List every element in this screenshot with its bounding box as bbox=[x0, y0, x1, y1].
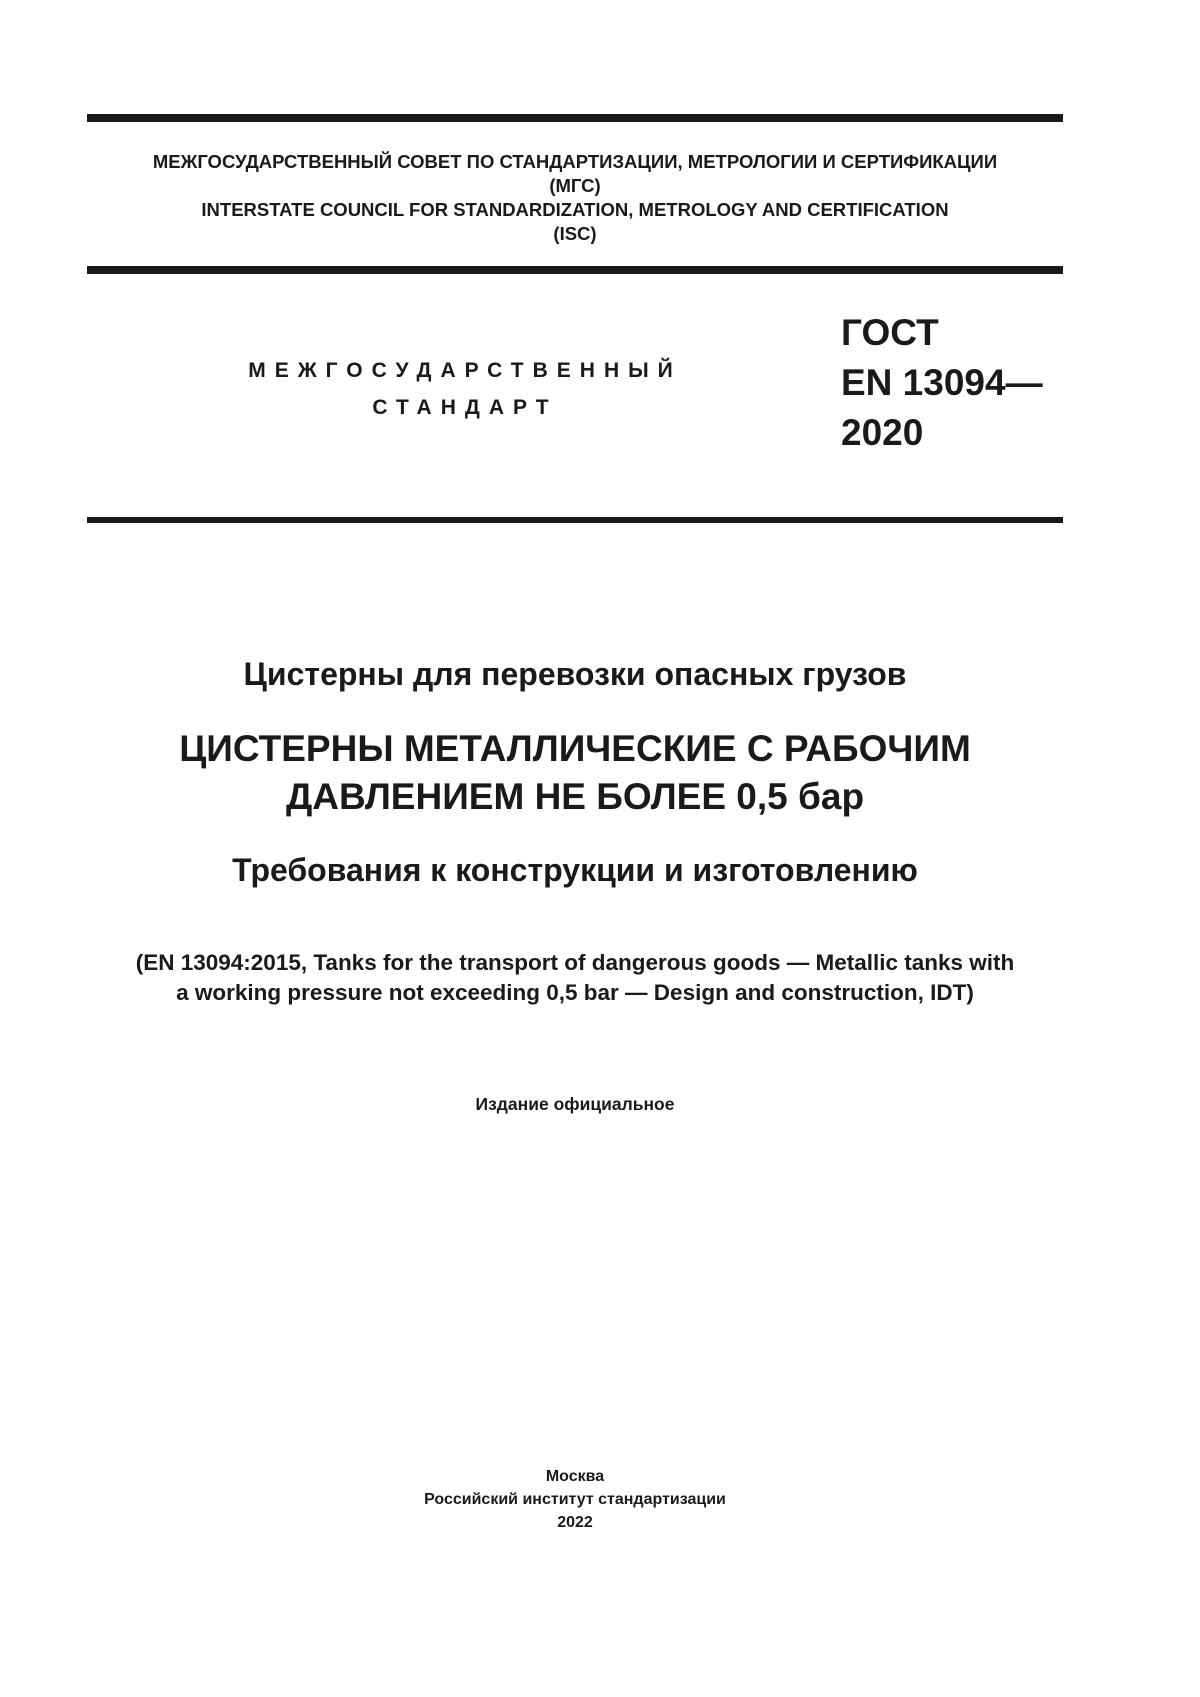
imprint bbox=[87, 1465, 1063, 1534]
imprint-publisher: Российский институт стандартизации bbox=[424, 1491, 726, 1508]
council-abbr-ru: (МГС) bbox=[549, 175, 601, 196]
standard-type-line2: СТАНДАРТ bbox=[372, 396, 558, 419]
main-title-line1: ЦИСТЕРНЫ МЕТАЛЛИЧЕСКИЕ С РАБОЧИМ bbox=[179, 728, 971, 769]
standard-type bbox=[195, 352, 735, 426]
document-subject: Цистерны для перевозки опасных грузов bbox=[243, 656, 907, 692]
english-reference-line1: (EN 13094:2015, Tanks for the transport of dangerous goods — Metallic tanks with bbox=[135, 950, 1015, 975]
imprint-city: Москва bbox=[545, 1468, 605, 1485]
english-reference-line2: a working pressure not exceeding 0,5 bar — Design and construction, IDT) bbox=[176, 980, 974, 1005]
designation-line1: ГОСТ bbox=[841, 312, 939, 353]
header-rule bbox=[87, 266, 1063, 274]
imprint-year: 2022 bbox=[557, 1514, 593, 1531]
council-abbr-en: (ISC) bbox=[553, 223, 597, 244]
standard-designation bbox=[841, 308, 1043, 458]
main-title-line2: ДАВЛЕНИЕМ НЕ БОЛЕЕ 0,5 бар bbox=[285, 776, 865, 817]
council-header bbox=[87, 150, 1063, 246]
document-main-title bbox=[87, 725, 1063, 821]
council-name-en: INTERSTATE COUNCIL FOR STANDARDIZATION, METROLOGY AND CERTIFICATION bbox=[201, 199, 949, 220]
designation-rule bbox=[87, 517, 1063, 523]
english-reference bbox=[87, 948, 1063, 1008]
edition-label: Издание официальное bbox=[475, 1094, 675, 1114]
top-rule bbox=[87, 114, 1063, 122]
document-requirements-title: Требования к конструкции и изготовлению bbox=[232, 852, 918, 888]
standard-type-line1: МЕЖГОСУДАРСТВЕННЫЙ bbox=[248, 359, 682, 382]
designation-line3: 2020 bbox=[841, 412, 924, 453]
council-name-ru: МЕЖГОСУДАРСТВЕННЫЙ СОВЕТ ПО СТАНДАРТИЗАЦИИ, МЕТРОЛОГИИ И СЕРТИФИКАЦИИ bbox=[152, 151, 998, 172]
designation-line2: EN 13094— bbox=[841, 362, 1043, 403]
